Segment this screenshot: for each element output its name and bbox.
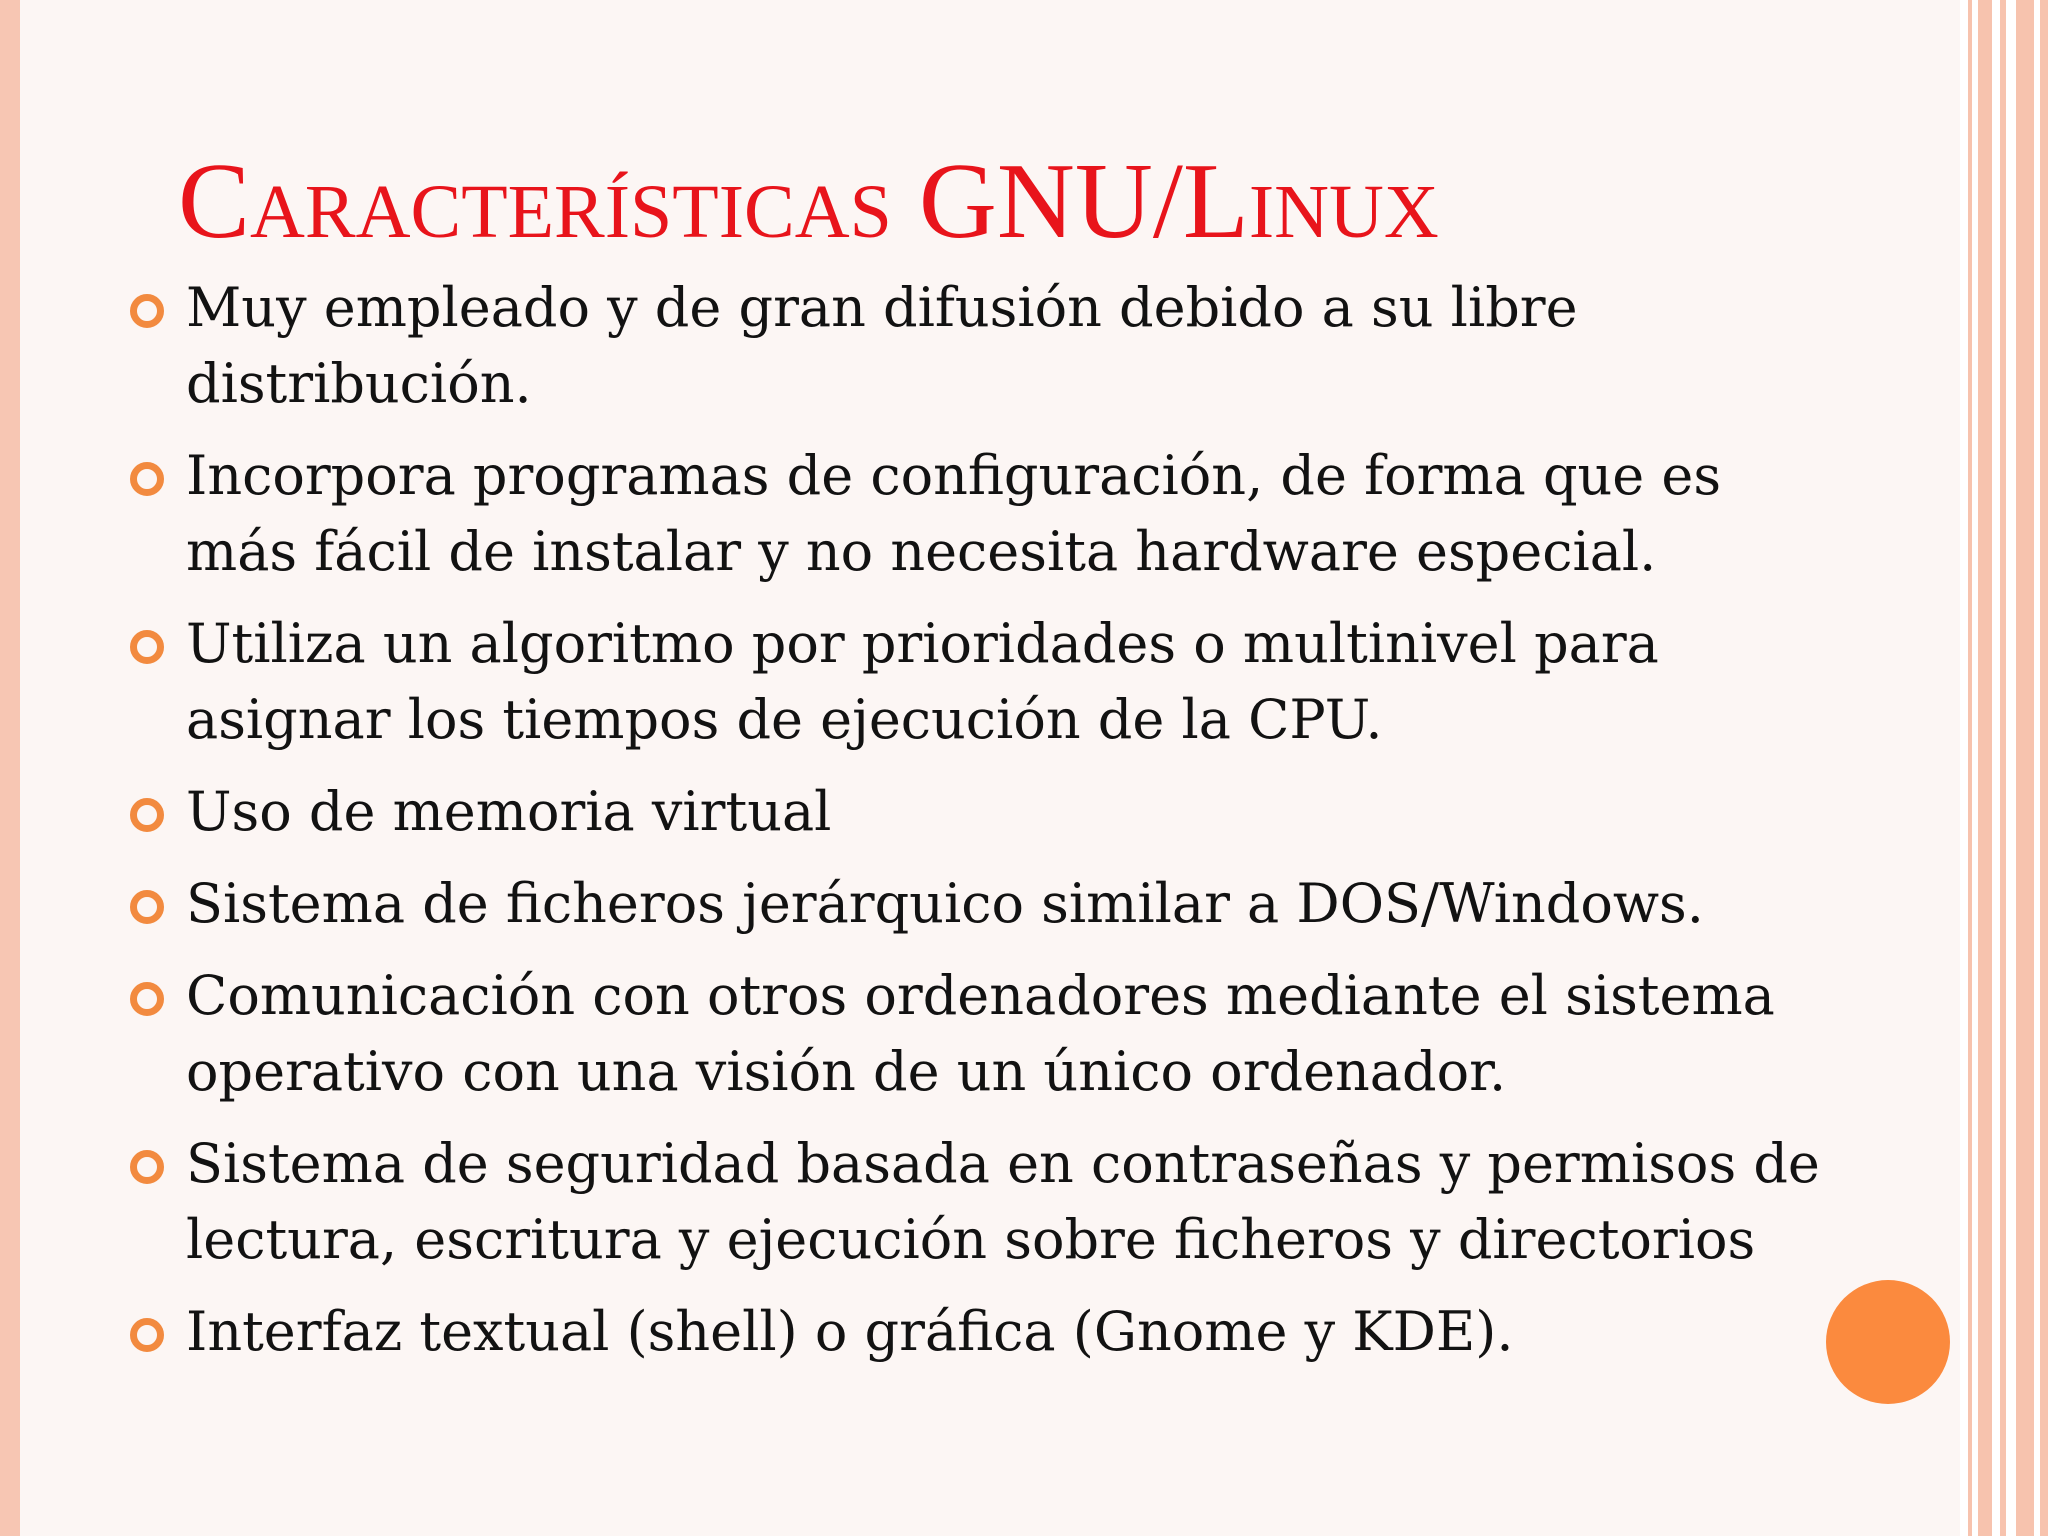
bullet-circle-icon bbox=[130, 1318, 164, 1352]
left-border-stripe bbox=[0, 0, 20, 1536]
bullet-item bbox=[130, 774, 1830, 850]
bullet-text: Interfaz textual (shell) o gráfica (Gnome y KDE). bbox=[186, 1300, 1514, 1363]
right-border-band bbox=[1960, 0, 2048, 1536]
border-line-5 bbox=[2040, 0, 2048, 1536]
bullet-text: Uso de memoria virtual bbox=[186, 780, 832, 843]
decorative-orange-circle bbox=[1826, 1280, 1950, 1404]
bullet-item bbox=[130, 606, 1830, 758]
border-line-1 bbox=[1968, 0, 1972, 1536]
border-line-4 bbox=[2016, 0, 2034, 1536]
bullet-circle-icon bbox=[130, 798, 164, 832]
bullet-circle-icon bbox=[130, 294, 164, 328]
bullet-item bbox=[130, 270, 1830, 422]
bullet-item bbox=[130, 438, 1830, 590]
bullet-list bbox=[130, 270, 1830, 1386]
bullet-circle-icon bbox=[130, 1150, 164, 1184]
bullet-circle-icon bbox=[130, 462, 164, 496]
bullet-text: Sistema de seguridad basada en contraseñas y permisos de lectura, escritura y ejecución sobre ficheros y directorios bbox=[186, 1132, 1820, 1271]
border-line-3 bbox=[2000, 0, 2006, 1536]
bullet-text: Comunicación con otros ordenadores mediante el sistema operativo con una visión de un único ordenador. bbox=[186, 964, 1775, 1103]
bullet-circle-icon bbox=[130, 982, 164, 1016]
bullet-text: Incorpora programas de configuración, de forma que es más fácil de instalar y no necesita hardware especial. bbox=[186, 444, 1722, 583]
bullet-text: Muy empleado y de gran difusión debido a su libre distribución. bbox=[186, 276, 1578, 415]
bullet-item bbox=[130, 1294, 1830, 1370]
bullet-circle-icon bbox=[130, 630, 164, 664]
slide-title: Características GNU/Linux bbox=[178, 142, 1439, 261]
bullet-item bbox=[130, 866, 1830, 942]
bullet-item bbox=[130, 958, 1830, 1110]
bullet-circle-icon bbox=[130, 890, 164, 924]
bullet-text: Sistema de ficheros jerárquico similar a DOS/Windows. bbox=[186, 872, 1704, 935]
bullet-text: Utiliza un algoritmo por prioridades o multinivel para asignar los tiempos de ejecución de la CPU. bbox=[186, 612, 1659, 751]
bullet-item bbox=[130, 1126, 1830, 1278]
border-line-2 bbox=[1978, 0, 1992, 1536]
